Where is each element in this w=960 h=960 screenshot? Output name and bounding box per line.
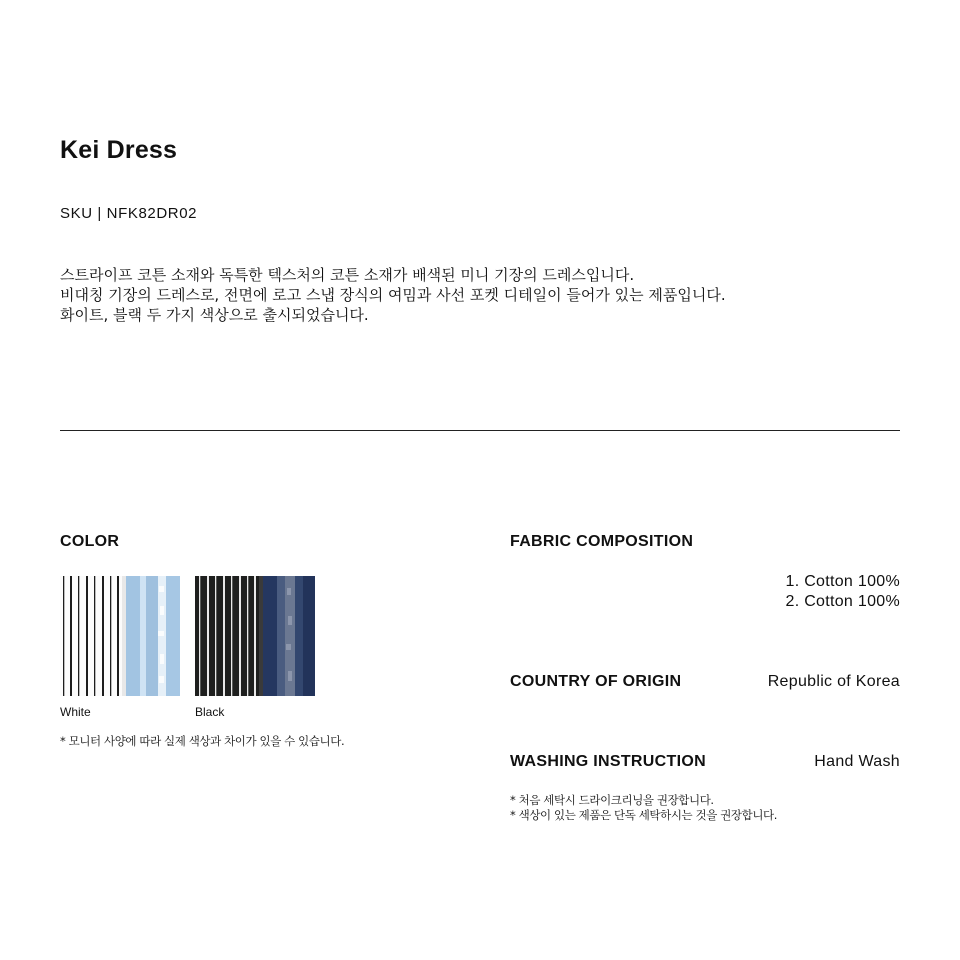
country-of-origin-value: Republic of Korea [767, 673, 900, 690]
fabric-composition-label: FABRIC COMPOSITION [510, 533, 694, 550]
white-swatch[interactable] [60, 576, 180, 696]
description-line: 화이트, 블랙 두 가지 색상으로 출시되었습니다. [60, 306, 369, 324]
white-swatch-label: White [60, 705, 91, 719]
country-of-origin-label: COUNTRY OF ORIGIN [510, 673, 682, 690]
color-label: COLOR [60, 533, 120, 550]
product-title: Kei Dress [60, 136, 178, 164]
color-note: * 모니터 사양에 따라 실제 색상과 차이가 있을 수 있습니다. [60, 734, 345, 748]
white-fabric-image [60, 576, 180, 696]
washing-instruction-value: Hand Wash [814, 753, 900, 770]
product-sku: SKU | NFK82DR02 [60, 205, 198, 222]
fabric-item: 2. Cotton 100% [785, 593, 900, 610]
description-line: 스트라이프 코튼 소재와 독특한 텍스처의 코튼 소재가 배색된 미니 기장의 드레스입니다. [60, 266, 635, 284]
black-swatch[interactable] [195, 576, 315, 696]
washing-note: * 처음 세탁시 드라이크리닝을 권장합니다. [510, 793, 714, 807]
fabric-item: 1. Cotton 100% [785, 573, 900, 590]
washing-note: * 색상이 있는 제품은 단독 세탁하시는 것을 권장합니다. [510, 808, 777, 822]
section-divider [60, 430, 900, 431]
washing-instruction-label: WASHING INSTRUCTION [510, 753, 706, 770]
black-swatch-label: Black [195, 705, 225, 719]
description-line: 비대칭 기장의 드레스로, 전면에 로고 스냅 장식의 여밈과 사선 포켓 디테일이 들어가 있는 제품입니다. [60, 286, 726, 304]
black-fabric-image [195, 576, 315, 696]
product-description [60, 265, 726, 325]
